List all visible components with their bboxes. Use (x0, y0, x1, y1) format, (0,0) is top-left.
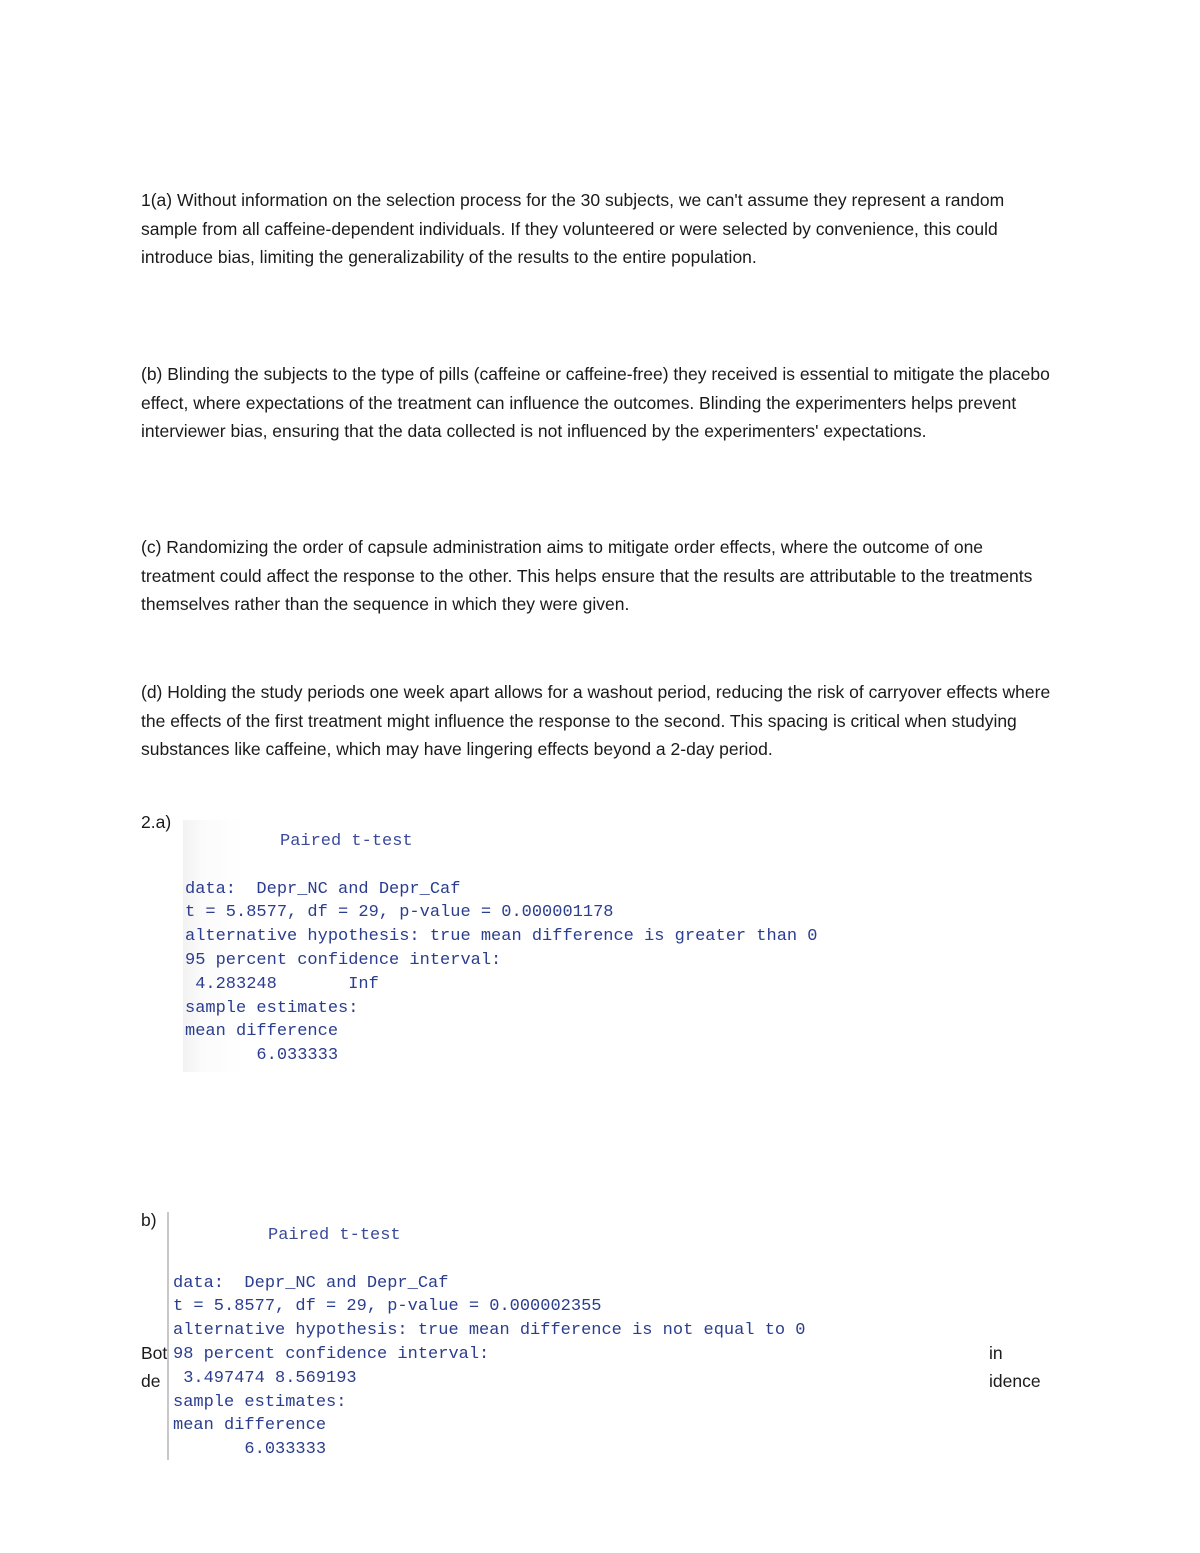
answer-1c: (c) Randomizing the order of capsule administration aims to mitigate order effects, where the outcome of one treatment could affect the response to the other. This helps ensure that the results are attributable to the treatments themselves rather than the sequence in which they were given. (141, 537, 1033, 614)
ci-label: 98 percent confidence interval: (173, 1344, 490, 1364)
test-title: Paired t-test (280, 832, 413, 851)
ci-values: 3.497474 8.569193 (173, 1368, 357, 1388)
label-question-2a: 2.a) (141, 812, 172, 832)
ci-values: 4.283248 Inf (185, 974, 379, 994)
blank-line (185, 854, 928, 878)
occluded-text-fragment: in (989, 1343, 1003, 1363)
data-line: data: Depr_NC and Depr_Caf (185, 879, 461, 899)
alternative-line: alternative hypothesis: true mean difference is not equal to 0 (173, 1321, 806, 1341)
occluded-text-fragment: idence (989, 1371, 1041, 1391)
test-title: Paired t-test (268, 1226, 401, 1245)
estimate-name: mean difference (185, 1022, 339, 1042)
stat-line: t = 5.8577, df = 29, p-value = 0.000001178 (185, 903, 614, 923)
estimates-label: sample estimates: (185, 998, 359, 1018)
label-question-2b: b) (141, 1210, 157, 1230)
estimate-name: mean difference (173, 1416, 327, 1436)
occluded-text-fragment: Bot (141, 1343, 168, 1363)
estimates-label: sample estimates: (173, 1392, 347, 1412)
data-line: data: Depr_NC and Depr_Caf (173, 1273, 449, 1293)
stat-line: t = 5.8577, df = 29, p-value = 0.000002355 (173, 1297, 602, 1317)
paired-t-test-output-b (167, 1212, 927, 1460)
answer-1a: 1(a) Without information on the selection process for the 30 subjects, we can't assume they represent a random sample from all caffeine-dependent individuals. If they volunteered or were selected by convenience, this could introduce bias, limiting the generalizability of the results to the entire population. (141, 190, 1005, 267)
ci-label: 95 percent confidence interval: (185, 950, 502, 970)
answer-1d: (d) Holding the study periods one week apart allows for a washout period, reducing the risk of carryover effects where the effects of the first treatment might influence the response to the second. This spacing is critical when studying substances like caffeine, which may have lingering effects beyond a 2-day period. (141, 682, 1051, 759)
estimate-value: 6.033333 (173, 1440, 327, 1460)
alternative-line: alternative hypothesis: true mean difference is greater than 0 (185, 927, 818, 947)
paired-t-test-output-a (183, 820, 928, 1072)
blank-line (173, 1248, 927, 1272)
answer-1b: (b) Blinding the subjects to the type of pills (caffeine or caffeine-free) they received is essential to mitigate the placebo effect, where expectations of the treatment can influence the outcomes. Blinding the experimenters helps prevent interviewer bias, ensuring that the data collected is not influenced by the experimenters' expectations. (141, 364, 1050, 441)
occluded-text-fragment: de (141, 1371, 161, 1391)
estimate-value: 6.033333 (185, 1046, 339, 1066)
